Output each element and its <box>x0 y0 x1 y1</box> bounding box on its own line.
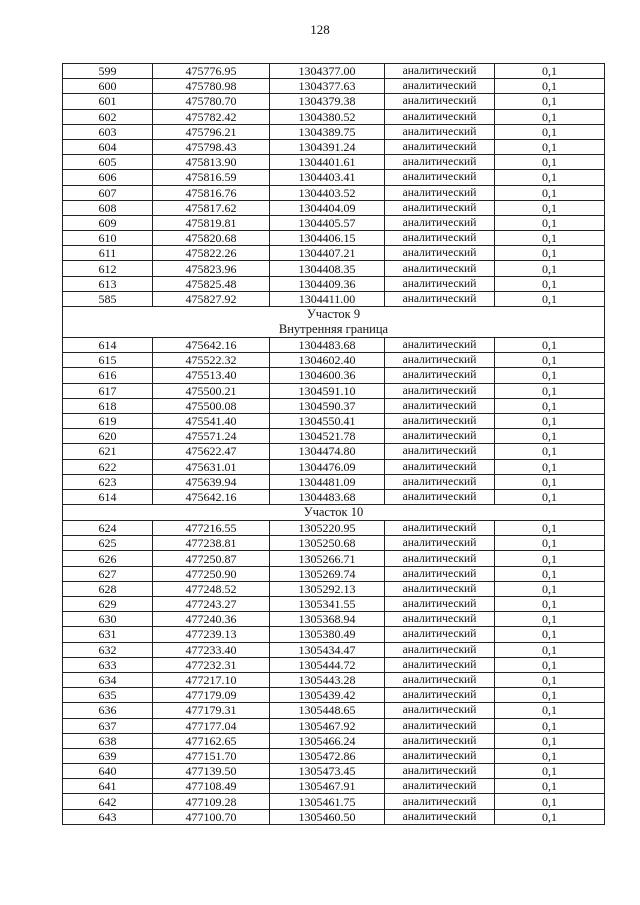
x-coordinate-cell: 475822.26 <box>153 246 270 261</box>
point-number-cell: 608 <box>63 200 153 215</box>
x-coordinate-cell: 475798.43 <box>153 139 270 154</box>
point-number-cell: 625 <box>63 536 153 551</box>
method-cell: аналитический <box>385 748 495 763</box>
point-number-cell: 624 <box>63 521 153 536</box>
y-coordinate-cell: 1305472.86 <box>270 748 385 763</box>
point-number-cell: 620 <box>63 429 153 444</box>
method-cell: аналитический <box>385 64 495 79</box>
table-row <box>63 597 605 612</box>
table-row <box>63 338 605 353</box>
point-number-cell: 639 <box>63 748 153 763</box>
method-cell: аналитический <box>385 688 495 703</box>
coordinates-table <box>62 63 605 825</box>
table-row <box>63 139 605 154</box>
y-coordinate-cell: 1305467.92 <box>270 718 385 733</box>
precision-cell: 0,1 <box>495 139 605 154</box>
table-row <box>63 764 605 779</box>
method-cell: аналитический <box>385 703 495 718</box>
table-row <box>63 718 605 733</box>
y-coordinate-cell: 1304481.09 <box>270 474 385 489</box>
x-coordinate-cell: 475827.92 <box>153 291 270 306</box>
y-coordinate-cell: 1304521.78 <box>270 429 385 444</box>
precision-cell: 0,1 <box>495 718 605 733</box>
method-cell: аналитический <box>385 109 495 124</box>
table-row <box>63 551 605 566</box>
precision-cell: 0,1 <box>495 642 605 657</box>
x-coordinate-cell: 475642.16 <box>153 338 270 353</box>
x-coordinate-cell: 477139.50 <box>153 764 270 779</box>
x-coordinate-cell: 477248.52 <box>153 581 270 596</box>
point-number-cell: 602 <box>63 109 153 124</box>
x-coordinate-cell: 475571.24 <box>153 429 270 444</box>
point-number-cell: 629 <box>63 597 153 612</box>
y-coordinate-cell: 1305466.24 <box>270 733 385 748</box>
y-coordinate-cell: 1305434.47 <box>270 642 385 657</box>
method-cell: аналитический <box>385 489 495 504</box>
y-coordinate-cell: 1305341.55 <box>270 597 385 612</box>
x-coordinate-cell: 475541.40 <box>153 413 270 428</box>
section-header-row <box>63 307 605 338</box>
point-number-cell: 606 <box>63 170 153 185</box>
precision-cell: 0,1 <box>495 368 605 383</box>
point-number-cell: 618 <box>63 398 153 413</box>
precision-cell: 0,1 <box>495 64 605 79</box>
method-cell: аналитический <box>385 521 495 536</box>
point-number-cell: 627 <box>63 566 153 581</box>
y-coordinate-cell: 1304405.57 <box>270 215 385 230</box>
point-number-cell: 642 <box>63 794 153 809</box>
table-row <box>63 261 605 276</box>
x-coordinate-cell: 477108.49 <box>153 779 270 794</box>
y-coordinate-cell: 1304377.00 <box>270 64 385 79</box>
x-coordinate-cell: 475522.32 <box>153 353 270 368</box>
y-coordinate-cell: 1304409.36 <box>270 276 385 291</box>
point-number-cell: 603 <box>63 124 153 139</box>
point-number-cell: 641 <box>63 779 153 794</box>
table-row <box>63 489 605 504</box>
table-row <box>63 627 605 642</box>
table-row <box>63 612 605 627</box>
point-number-cell: 615 <box>63 353 153 368</box>
x-coordinate-cell: 477239.13 <box>153 627 270 642</box>
y-coordinate-cell: 1305467.91 <box>270 779 385 794</box>
precision-cell: 0,1 <box>495 489 605 504</box>
method-cell: аналитический <box>385 581 495 596</box>
y-coordinate-cell: 1305448.65 <box>270 703 385 718</box>
precision-cell: 0,1 <box>495 155 605 170</box>
point-number-cell: 636 <box>63 703 153 718</box>
table-row <box>63 581 605 596</box>
table-row <box>63 672 605 687</box>
precision-cell: 0,1 <box>495 215 605 230</box>
precision-cell: 0,1 <box>495 536 605 551</box>
section-subtitle: Внутренняя граница <box>278 322 389 336</box>
y-coordinate-cell: 1305250.68 <box>270 536 385 551</box>
table-row <box>63 444 605 459</box>
x-coordinate-cell: 475823.96 <box>153 261 270 276</box>
table-row <box>63 200 605 215</box>
point-number-cell: 609 <box>63 215 153 230</box>
x-coordinate-cell: 477232.31 <box>153 657 270 672</box>
x-coordinate-cell: 475500.21 <box>153 383 270 398</box>
table-row <box>63 276 605 291</box>
point-number-cell: 614 <box>63 489 153 504</box>
x-coordinate-cell: 475622.47 <box>153 444 270 459</box>
method-cell: аналитический <box>385 170 495 185</box>
precision-cell: 0,1 <box>495 474 605 489</box>
table-row <box>63 413 605 428</box>
table-row <box>63 231 605 246</box>
method-cell: аналитический <box>385 413 495 428</box>
precision-cell: 0,1 <box>495 688 605 703</box>
y-coordinate-cell: 1304407.21 <box>270 246 385 261</box>
method-cell: аналитический <box>385 368 495 383</box>
table-row <box>63 429 605 444</box>
table-row <box>63 779 605 794</box>
precision-cell: 0,1 <box>495 383 605 398</box>
point-number-cell: 633 <box>63 657 153 672</box>
precision-cell: 0,1 <box>495 429 605 444</box>
point-number-cell: 640 <box>63 764 153 779</box>
table-row <box>63 521 605 536</box>
point-number-cell: 619 <box>63 413 153 428</box>
precision-cell: 0,1 <box>495 581 605 596</box>
x-coordinate-cell: 477250.90 <box>153 566 270 581</box>
x-coordinate-cell: 475825.48 <box>153 276 270 291</box>
table-row <box>63 383 605 398</box>
method-cell: аналитический <box>385 597 495 612</box>
x-coordinate-cell: 477217.10 <box>153 672 270 687</box>
precision-cell: 0,1 <box>495 109 605 124</box>
method-cell: аналитический <box>385 779 495 794</box>
precision-cell: 0,1 <box>495 444 605 459</box>
method-cell: аналитический <box>385 536 495 551</box>
section-title: Участок 9 <box>306 307 361 321</box>
section-header-row <box>63 505 605 521</box>
table-row <box>63 794 605 809</box>
point-number-cell: 628 <box>63 581 153 596</box>
y-coordinate-cell: 1305444.72 <box>270 657 385 672</box>
precision-cell: 0,1 <box>495 672 605 687</box>
y-coordinate-cell: 1304403.52 <box>270 185 385 200</box>
x-coordinate-cell: 477100.70 <box>153 809 270 824</box>
point-number-cell: 623 <box>63 474 153 489</box>
precision-cell: 0,1 <box>495 779 605 794</box>
precision-cell: 0,1 <box>495 703 605 718</box>
table-row <box>63 536 605 551</box>
y-coordinate-cell: 1304406.15 <box>270 231 385 246</box>
table-row <box>63 185 605 200</box>
point-number-cell: 585 <box>63 291 153 306</box>
precision-cell: 0,1 <box>495 657 605 672</box>
method-cell: аналитический <box>385 657 495 672</box>
precision-cell: 0,1 <box>495 551 605 566</box>
y-coordinate-cell: 1304550.41 <box>270 413 385 428</box>
point-number-cell: 605 <box>63 155 153 170</box>
x-coordinate-cell: 477240.36 <box>153 612 270 627</box>
point-number-cell: 643 <box>63 809 153 824</box>
x-coordinate-cell: 475819.81 <box>153 215 270 230</box>
precision-cell: 0,1 <box>495 246 605 261</box>
x-coordinate-cell: 477151.70 <box>153 748 270 763</box>
table-row <box>63 688 605 703</box>
y-coordinate-cell: 1304377.63 <box>270 79 385 94</box>
x-coordinate-cell: 475776.95 <box>153 64 270 79</box>
point-number-cell: 626 <box>63 551 153 566</box>
point-number-cell: 616 <box>63 368 153 383</box>
precision-cell: 0,1 <box>495 124 605 139</box>
method-cell: аналитический <box>385 200 495 215</box>
x-coordinate-cell: 477216.55 <box>153 521 270 536</box>
x-coordinate-cell: 475631.01 <box>153 459 270 474</box>
y-coordinate-cell: 1304590.37 <box>270 398 385 413</box>
table-row <box>63 566 605 581</box>
method-cell: аналитический <box>385 459 495 474</box>
precision-cell: 0,1 <box>495 566 605 581</box>
page-number: 128 <box>310 22 330 37</box>
x-coordinate-cell: 477109.28 <box>153 794 270 809</box>
y-coordinate-cell: 1305368.94 <box>270 612 385 627</box>
method-cell: аналитический <box>385 79 495 94</box>
method-cell: аналитический <box>385 794 495 809</box>
precision-cell: 0,1 <box>495 612 605 627</box>
point-number-cell: 638 <box>63 733 153 748</box>
method-cell: аналитический <box>385 551 495 566</box>
point-number-cell: 613 <box>63 276 153 291</box>
y-coordinate-cell: 1305269.74 <box>270 566 385 581</box>
method-cell: аналитический <box>385 566 495 581</box>
x-coordinate-cell: 475816.76 <box>153 185 270 200</box>
point-number-cell: 610 <box>63 231 153 246</box>
precision-cell: 0,1 <box>495 459 605 474</box>
precision-cell: 0,1 <box>495 261 605 276</box>
table-row <box>63 170 605 185</box>
table-row <box>63 368 605 383</box>
method-cell: аналитический <box>385 764 495 779</box>
method-cell: аналитический <box>385 276 495 291</box>
method-cell: аналитический <box>385 627 495 642</box>
precision-cell: 0,1 <box>495 413 605 428</box>
method-cell: аналитический <box>385 155 495 170</box>
table-row <box>63 657 605 672</box>
x-coordinate-cell: 475513.40 <box>153 368 270 383</box>
y-coordinate-cell: 1304600.36 <box>270 368 385 383</box>
precision-cell: 0,1 <box>495 338 605 353</box>
x-coordinate-cell: 477250.87 <box>153 551 270 566</box>
x-coordinate-cell: 475817.62 <box>153 200 270 215</box>
point-number-cell: 612 <box>63 261 153 276</box>
method-cell: аналитический <box>385 231 495 246</box>
table-row <box>63 703 605 718</box>
x-coordinate-cell: 477177.04 <box>153 718 270 733</box>
table-row <box>63 748 605 763</box>
section-heading <box>63 505 605 521</box>
y-coordinate-cell: 1305460.50 <box>270 809 385 824</box>
precision-cell: 0,1 <box>495 398 605 413</box>
method-cell: аналитический <box>385 444 495 459</box>
method-cell: аналитический <box>385 124 495 139</box>
point-number-cell: 634 <box>63 672 153 687</box>
method-cell: аналитический <box>385 246 495 261</box>
precision-cell: 0,1 <box>495 764 605 779</box>
table-row <box>63 398 605 413</box>
precision-cell: 0,1 <box>495 291 605 306</box>
method-cell: аналитический <box>385 139 495 154</box>
table-row <box>63 94 605 109</box>
point-number-cell: 601 <box>63 94 153 109</box>
point-number-cell: 631 <box>63 627 153 642</box>
precision-cell: 0,1 <box>495 809 605 824</box>
table-row <box>63 109 605 124</box>
precision-cell: 0,1 <box>495 353 605 368</box>
point-number-cell: 600 <box>63 79 153 94</box>
y-coordinate-cell: 1305380.49 <box>270 627 385 642</box>
y-coordinate-cell: 1305266.71 <box>270 551 385 566</box>
y-coordinate-cell: 1304391.24 <box>270 139 385 154</box>
precision-cell: 0,1 <box>495 276 605 291</box>
point-number-cell: 621 <box>63 444 153 459</box>
method-cell: аналитический <box>385 185 495 200</box>
y-coordinate-cell: 1305292.13 <box>270 581 385 596</box>
table-row <box>63 64 605 79</box>
x-coordinate-cell: 475813.90 <box>153 155 270 170</box>
y-coordinate-cell: 1304408.35 <box>270 261 385 276</box>
point-number-cell: 607 <box>63 185 153 200</box>
y-coordinate-cell: 1304476.09 <box>270 459 385 474</box>
point-number-cell: 604 <box>63 139 153 154</box>
y-coordinate-cell: 1305443.28 <box>270 672 385 687</box>
table-row <box>63 733 605 748</box>
x-coordinate-cell: 475782.42 <box>153 109 270 124</box>
table-row <box>63 124 605 139</box>
method-cell: аналитический <box>385 642 495 657</box>
method-cell: аналитический <box>385 612 495 627</box>
table-row <box>63 155 605 170</box>
x-coordinate-cell: 475780.98 <box>153 79 270 94</box>
table-row <box>63 459 605 474</box>
x-coordinate-cell: 477243.27 <box>153 597 270 612</box>
point-number-cell: 614 <box>63 338 153 353</box>
precision-cell: 0,1 <box>495 185 605 200</box>
point-number-cell: 599 <box>63 64 153 79</box>
y-coordinate-cell: 1304401.61 <box>270 155 385 170</box>
point-number-cell: 617 <box>63 383 153 398</box>
point-number-cell: 611 <box>63 246 153 261</box>
method-cell: аналитический <box>385 353 495 368</box>
x-coordinate-cell: 477238.81 <box>153 536 270 551</box>
point-number-cell: 635 <box>63 688 153 703</box>
table-row <box>63 642 605 657</box>
precision-cell: 0,1 <box>495 170 605 185</box>
method-cell: аналитический <box>385 94 495 109</box>
y-coordinate-cell: 1304380.52 <box>270 109 385 124</box>
y-coordinate-cell: 1304591.10 <box>270 383 385 398</box>
method-cell: аналитический <box>385 733 495 748</box>
point-number-cell: 632 <box>63 642 153 657</box>
y-coordinate-cell: 1304483.68 <box>270 489 385 504</box>
method-cell: аналитический <box>385 383 495 398</box>
y-coordinate-cell: 1305473.45 <box>270 764 385 779</box>
y-coordinate-cell: 1304403.41 <box>270 170 385 185</box>
precision-cell: 0,1 <box>495 521 605 536</box>
y-coordinate-cell: 1305439.42 <box>270 688 385 703</box>
precision-cell: 0,1 <box>495 200 605 215</box>
method-cell: аналитический <box>385 291 495 306</box>
x-coordinate-cell: 477179.31 <box>153 703 270 718</box>
precision-cell: 0,1 <box>495 627 605 642</box>
precision-cell: 0,1 <box>495 231 605 246</box>
table-row <box>63 474 605 489</box>
method-cell: аналитический <box>385 718 495 733</box>
method-cell: аналитический <box>385 261 495 276</box>
x-coordinate-cell: 475780.70 <box>153 94 270 109</box>
method-cell: аналитический <box>385 429 495 444</box>
table-row <box>63 353 605 368</box>
method-cell: аналитический <box>385 398 495 413</box>
precision-cell: 0,1 <box>495 748 605 763</box>
method-cell: аналитический <box>385 338 495 353</box>
y-coordinate-cell: 1304411.00 <box>270 291 385 306</box>
x-coordinate-cell: 475796.21 <box>153 124 270 139</box>
precision-cell: 0,1 <box>495 733 605 748</box>
y-coordinate-cell: 1305220.95 <box>270 521 385 536</box>
x-coordinate-cell: 477162.65 <box>153 733 270 748</box>
x-coordinate-cell: 477179.09 <box>153 688 270 703</box>
section-title: Участок 10 <box>303 505 364 520</box>
x-coordinate-cell: 475816.59 <box>153 170 270 185</box>
x-coordinate-cell: 475642.16 <box>153 489 270 504</box>
point-number-cell: 630 <box>63 612 153 627</box>
method-cell: аналитический <box>385 809 495 824</box>
method-cell: аналитический <box>385 672 495 687</box>
y-coordinate-cell: 1304474.80 <box>270 444 385 459</box>
x-coordinate-cell: 475639.94 <box>153 474 270 489</box>
precision-cell: 0,1 <box>495 597 605 612</box>
y-coordinate-cell: 1304483.68 <box>270 338 385 353</box>
table-row <box>63 809 605 824</box>
table-row <box>63 215 605 230</box>
method-cell: аналитический <box>385 215 495 230</box>
point-number-cell: 637 <box>63 718 153 733</box>
x-coordinate-cell: 475820.68 <box>153 231 270 246</box>
y-coordinate-cell: 1304602.40 <box>270 353 385 368</box>
y-coordinate-cell: 1304389.75 <box>270 124 385 139</box>
method-cell: аналитический <box>385 474 495 489</box>
point-number-cell: 622 <box>63 459 153 474</box>
table-row <box>63 246 605 261</box>
precision-cell: 0,1 <box>495 94 605 109</box>
y-coordinate-cell: 1305461.75 <box>270 794 385 809</box>
table-row <box>63 291 605 306</box>
precision-cell: 0,1 <box>495 79 605 94</box>
section-heading <box>63 307 605 338</box>
precision-cell: 0,1 <box>495 794 605 809</box>
x-coordinate-cell: 477233.40 <box>153 642 270 657</box>
y-coordinate-cell: 1304379.38 <box>270 94 385 109</box>
x-coordinate-cell: 475500.08 <box>153 398 270 413</box>
y-coordinate-cell: 1304404.09 <box>270 200 385 215</box>
table-row <box>63 79 605 94</box>
